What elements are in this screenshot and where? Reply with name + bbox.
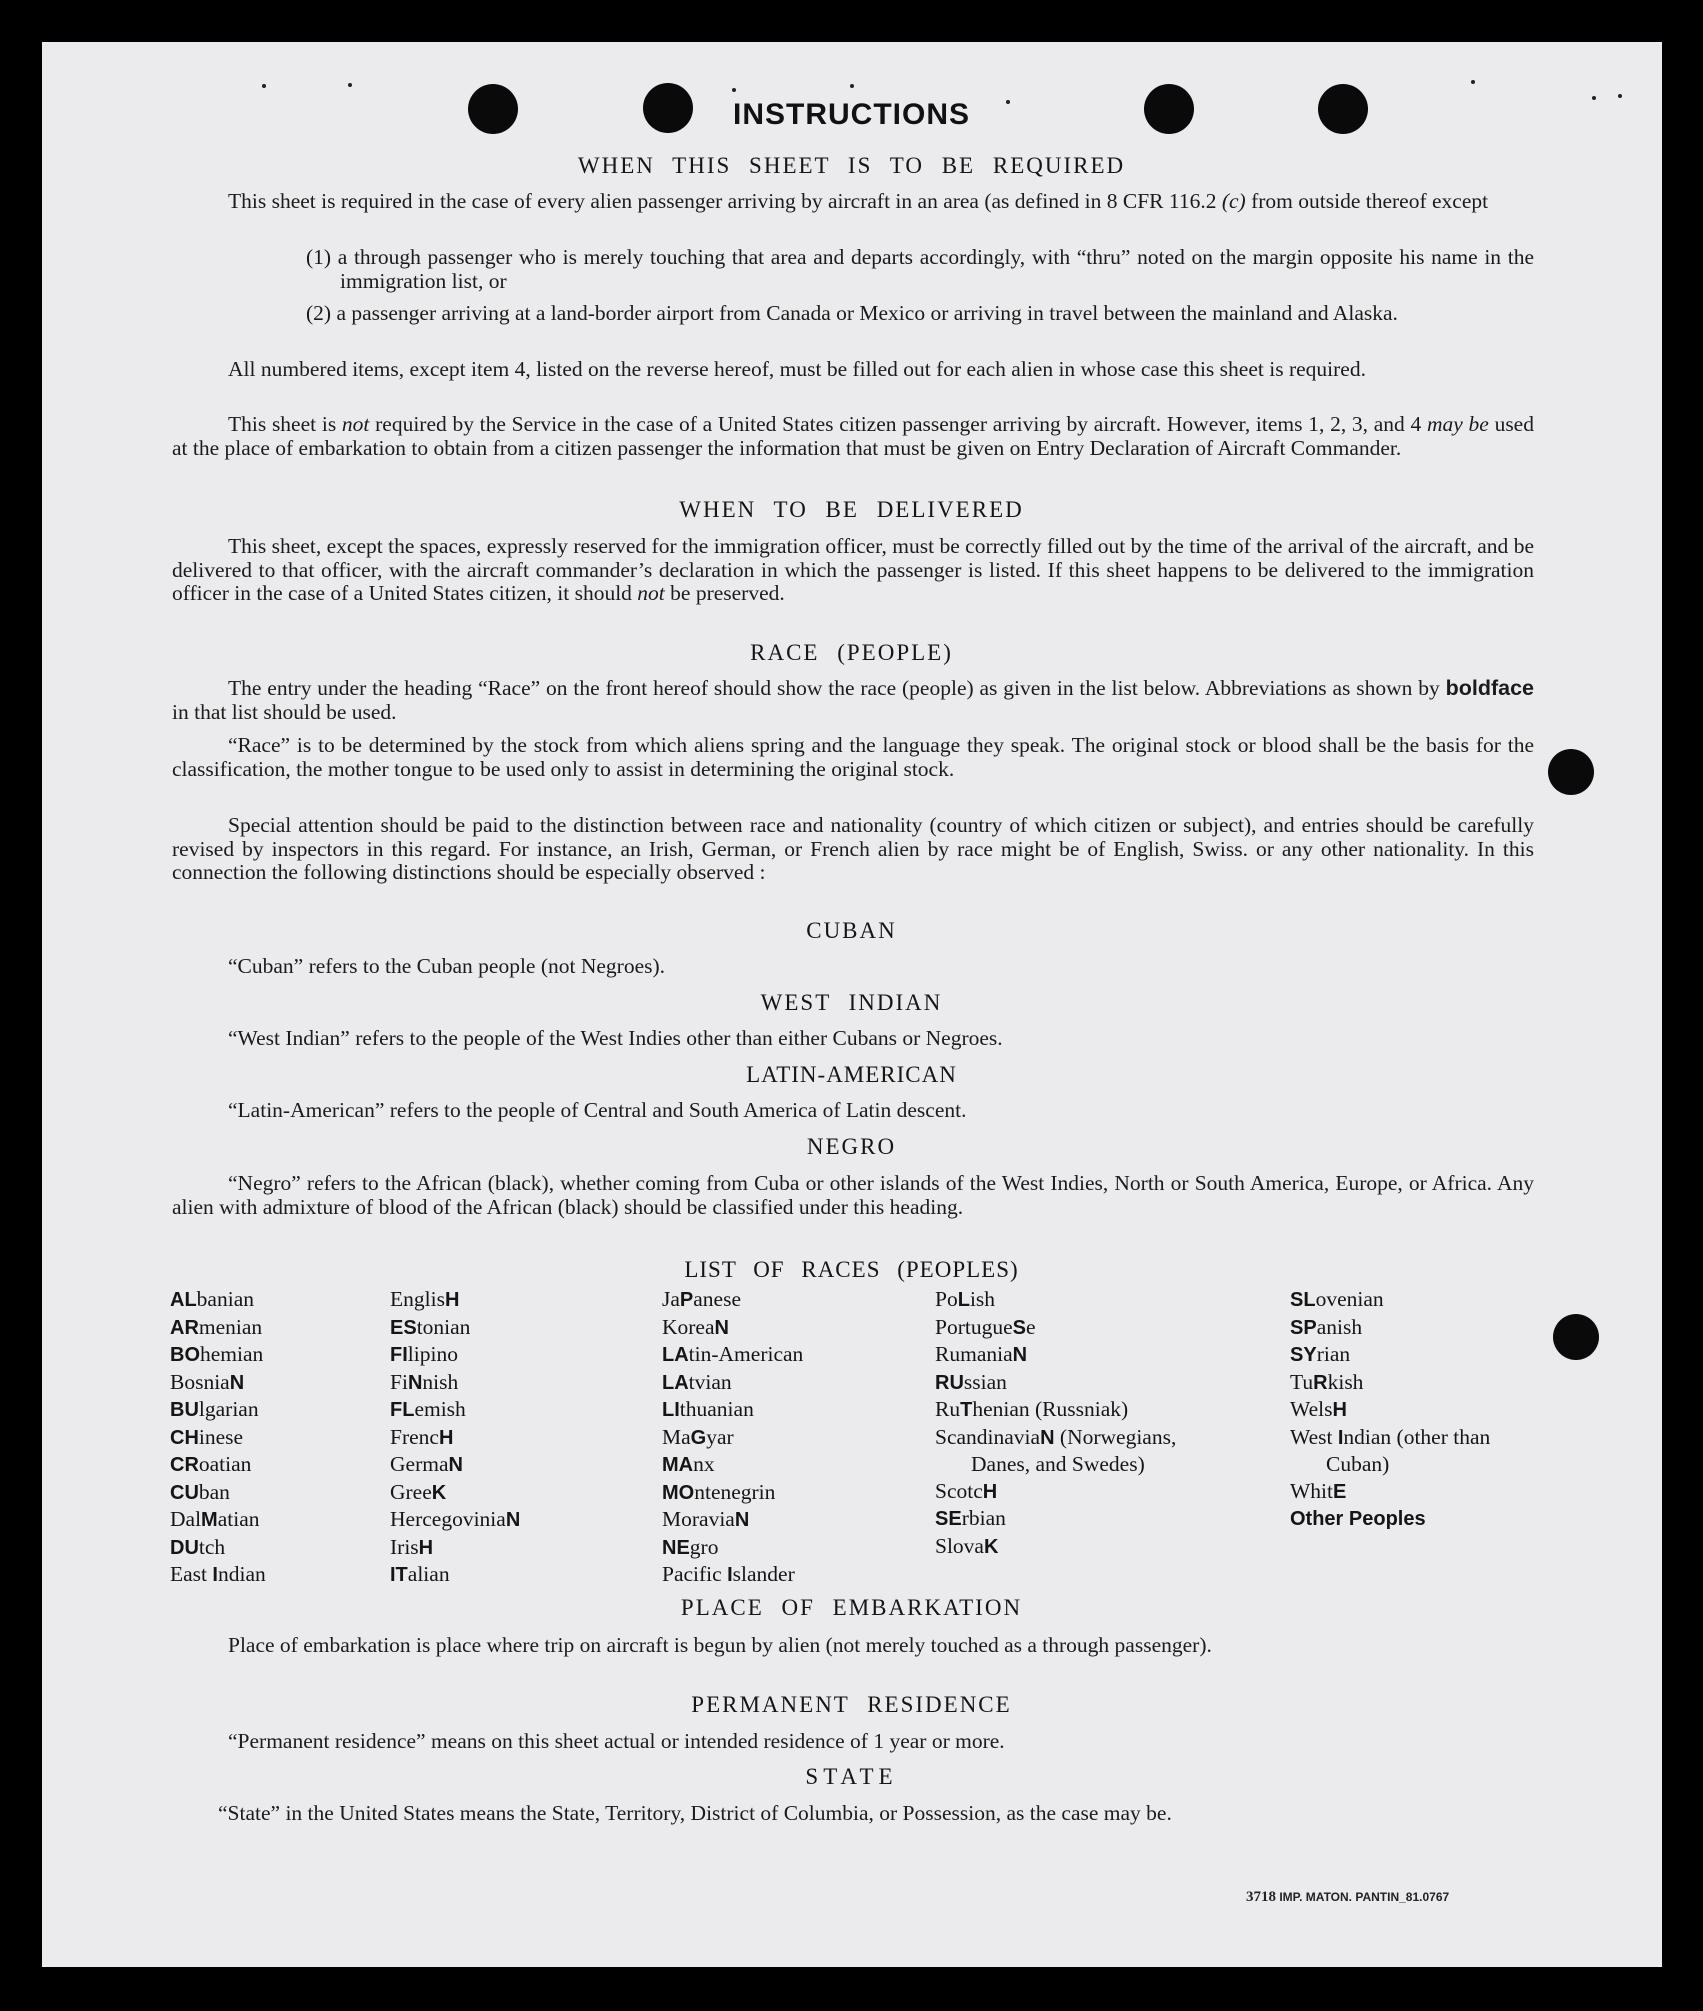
race-entry: FiNnish <box>390 1369 459 1394</box>
race-entry: GermaN <box>390 1452 463 1476</box>
section-heading-cuban: CUBAN <box>806 918 897 943</box>
paragraph-state: “State” in the United States means the State, Territory, District of Columbia, or Possession, as the case may be. <box>218 1801 1172 1825</box>
race-entry: SPanish <box>1290 1314 1363 1339</box>
paragraph-numbered-items: All numbered items, except item 4, listed on the reverse hereof, must be filled out for each alien in whose case this sheet is required. <box>228 357 1366 381</box>
races-column-4 <box>935 1286 1235 1560</box>
race-entry: LAtin-American <box>662 1342 804 1366</box>
section-heading-list-of-races: LIST OF RACES (PEOPLES) <box>684 1257 1019 1282</box>
race-entry: NEgro <box>662 1534 719 1559</box>
paragraph-embarkation: Place of embarkation is place where trip on aircraft is begun by alien (not merely touched as a through passenger). <box>228 1633 1212 1657</box>
race-entry: SlovaK <box>935 1533 999 1558</box>
section-heading-embarkation: PLACE OF EMBARKATION <box>680 1595 1023 1620</box>
race-entry: ScotcH <box>935 1478 998 1503</box>
race-entry: WelsH <box>1290 1397 1347 1421</box>
race-entry: PortugueSe <box>935 1314 1036 1339</box>
section-heading-latin-american: LATIN-AMERICAN <box>746 1062 957 1087</box>
paragraph-race-nationality: Special attention should be paid to the distinction between race and nationality (country of which citizen or subject), and entries should be carefully revised by inspectors in this regard. For instance, an Irish, German, or French alien by race might be of English, Swiss. or any other nationality. In this connection the following distinctions should be especially observed : <box>172 813 1534 884</box>
race-entry: CRoatian <box>170 1452 252 1476</box>
section-heading-required: WHEN THIS SHEET IS TO BE REQUIRED <box>577 153 1126 178</box>
race-entry: SLovenian <box>1290 1287 1384 1311</box>
race-entry: MOntenegrin <box>662 1479 776 1504</box>
race-entry: EStonian <box>390 1314 471 1339</box>
paragraph-required-intro: This sheet is required in the case of every alien passenger arriving by aircraft in an area (as defined in 8 CFR 116.2 (c) from outside thereof except <box>228 189 1489 213</box>
race-entry: SErbian <box>935 1506 1006 1530</box>
race-entry: EnglisH <box>390 1287 460 1311</box>
paragraph-citizen: This sheet is not required by the Service in the case of a United States citizen passenger arriving by aircraft. However, items 1, 2, 3, and 4 may be used at the place of embarkation to obtain from a citizen passenger the information that must be given on Entry Declaration of Aircraft Commander. <box>172 412 1534 460</box>
race-entry: BUlgarian <box>170 1397 259 1421</box>
race-entry: RUssian <box>935 1369 1007 1394</box>
race-entry: JaPanese <box>662 1287 742 1311</box>
section-heading-state: STATE <box>805 1764 898 1789</box>
punch-hole <box>1553 1314 1599 1360</box>
paragraph-race-stock: “Race” is to be determined by the stock from which aliens spring and the language they speak. The original stock or blood shall be the basis for the classification, the mother tongue to be used only to assist in determining the original stock. <box>172 733 1534 781</box>
paragraph-residence: “Permanent residence” means on this sheet actual or intended residence of 1 year or more. <box>228 1729 1005 1753</box>
race-entry: IrisH <box>390 1534 434 1559</box>
race-entry: CUban <box>170 1479 230 1504</box>
section-heading-residence: PERMANENT RESIDENCE <box>691 1692 1012 1717</box>
race-entry: BosniaN <box>170 1369 245 1394</box>
paragraph-cuban: “Cuban” refers to the Cuban people (not Negroes). <box>228 954 666 978</box>
race-entry: LIthuanian <box>662 1397 754 1421</box>
race-entry: Pacific Islander <box>662 1562 795 1586</box>
race-entry: MoraviaN <box>662 1507 750 1531</box>
race-entry: MaGyar <box>662 1424 734 1449</box>
race-entry: FrencH <box>390 1424 454 1449</box>
race-entry: West Indian (other than Cuban) <box>1290 1424 1491 1476</box>
race-entry: LAtvian <box>662 1369 732 1394</box>
races-column-2 <box>390 1286 640 1589</box>
race-entry: RuThenian (Russniak) <box>935 1397 1129 1421</box>
paragraph-delivered: This sheet, except the spaces, expressly reserved for the immigration officer, must be correctly filled out by the time of the arrival of the aircraft, and be delivered to that officer, with the aircraft commander’s declaration in which the passenger is listed. If this sheet happens to be delivered to the immigration officer in the case of a United States citizen, it should not be preserved. <box>172 534 1534 605</box>
race-entry: DUtch <box>170 1534 226 1559</box>
section-heading-negro: NEGRO <box>806 1134 897 1159</box>
race-entry: HercegoviniaN <box>390 1507 521 1531</box>
races-column-3 <box>662 1286 922 1589</box>
races-column-5 <box>1290 1286 1540 1533</box>
race-entry: PoLish <box>935 1287 996 1311</box>
race-entry: TuRkish <box>1290 1369 1364 1394</box>
race-entry: WhitE <box>1290 1478 1347 1503</box>
race-entry: FLemish <box>390 1397 466 1421</box>
race-entry: Other Peoples <box>1290 1508 1426 1530</box>
race-entry: ARmenian <box>170 1314 263 1339</box>
paragraph-latin-american: “Latin-American” refers to the people of Central and South America of Latin descent. <box>228 1098 967 1122</box>
race-entry: CHinese <box>170 1424 244 1449</box>
exception-item-1: (1) a through passenger who is merely touching that area and departs accordingly, with “thru” noted on the margin opposite his name in the immigration list, or <box>306 245 1534 293</box>
race-entry: KoreaN <box>662 1314 729 1339</box>
race-entry: FIlipino <box>390 1342 458 1366</box>
printer-imprint: 3718 IMP. MATON. PANTIN_81.0767 <box>1246 1889 1450 1905</box>
section-heading-race: RACE (PEOPLE) <box>750 640 953 665</box>
race-entry: SYrian <box>1290 1342 1351 1366</box>
section-heading-west-indian: WEST INDIAN <box>760 990 943 1015</box>
race-entry: East Indian <box>170 1562 266 1586</box>
race-entry: ScandinaviaN (Norwegians, Danes, and Swedes) <box>935 1424 1177 1476</box>
section-heading-delivered: WHEN TO BE DELIVERED <box>679 497 1024 522</box>
paragraph-west-indian: “West Indian” refers to the people of the West Indies other than either Cubans or Negroes. <box>228 1026 1003 1050</box>
paragraph-negro: “Negro” refers to the African (black), whether coming from Cuba or other islands of the West Indies, North or South America, Europe, or Africa. Any alien with admixture of blood of the African (black) should be classified under this heading. <box>172 1171 1534 1219</box>
page-title: INSTRUCTIONS <box>733 98 970 131</box>
race-entry: DalMatian <box>170 1507 260 1531</box>
paragraph-race-entry: The entry under the heading “Race” on the front hereof should show the race (people) as given in the list below. Abbreviations as shown by boldface in that list should be used. <box>172 676 1534 724</box>
race-entry: ITalian <box>390 1562 450 1586</box>
race-entry: GreeK <box>390 1479 447 1504</box>
races-column-1 <box>170 1286 370 1589</box>
race-entry: ALbanian <box>170 1287 254 1311</box>
punch-hole <box>1548 749 1594 795</box>
race-entry: BOhemian <box>170 1342 264 1366</box>
race-entry: RumaniaN <box>935 1342 1028 1366</box>
race-entry: MAnx <box>662 1452 715 1476</box>
exception-item-2: (2) a passenger arriving at a land-border airport from Canada or Mexico or arriving in travel between the mainland and Alaska. <box>306 301 1398 325</box>
